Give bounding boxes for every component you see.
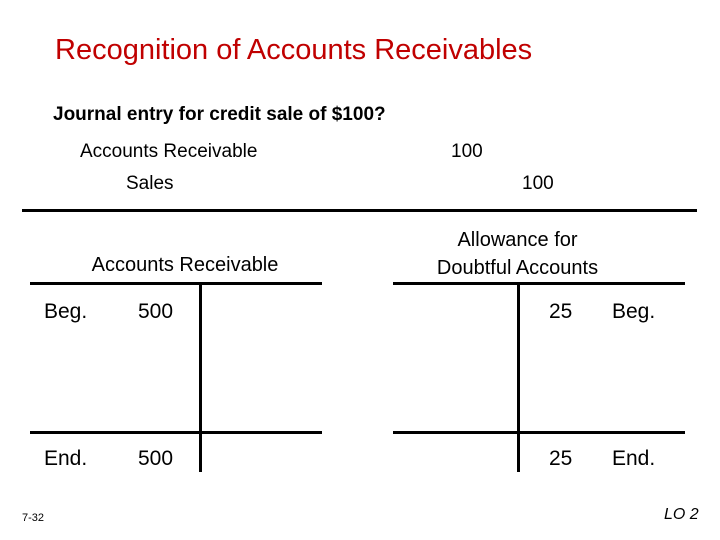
t-account-top-rule (393, 282, 685, 285)
end-label: End. (612, 447, 656, 470)
t-account-title-line2: Doubtful Accounts (436, 257, 599, 279)
slide-title: Recognition of Accounts Receivables (55, 34, 533, 66)
journal-debit-account: Accounts Receivable (80, 141, 258, 162)
slide-number: 7-32 (22, 512, 45, 524)
section-divider (22, 209, 697, 212)
end-value: 500 (138, 447, 174, 470)
learning-objective: LO 2 (664, 506, 699, 523)
t-account-balance-rule (393, 431, 685, 434)
journal-credit-account: Sales (126, 173, 174, 194)
t-account-top-rule (30, 282, 322, 285)
t-account-center-rule (199, 282, 202, 472)
journal-credit-amount: 100 (522, 173, 554, 194)
t-account-title: Accounts Receivable (91, 254, 279, 276)
journal-question: Journal entry for credit sale of $100? (53, 104, 386, 125)
beg-value: 500 (138, 300, 174, 323)
t-account-title-line1: Allowance for (457, 229, 578, 251)
t-account-center-rule (517, 282, 520, 472)
end-label: End. (44, 447, 88, 470)
beg-label: Beg. (44, 300, 88, 323)
beg-label: Beg. (612, 300, 656, 323)
journal-debit-amount: 100 (451, 141, 483, 162)
t-account-balance-rule (30, 431, 322, 434)
beg-value: 25 (549, 300, 573, 323)
end-value: 25 (549, 447, 573, 470)
